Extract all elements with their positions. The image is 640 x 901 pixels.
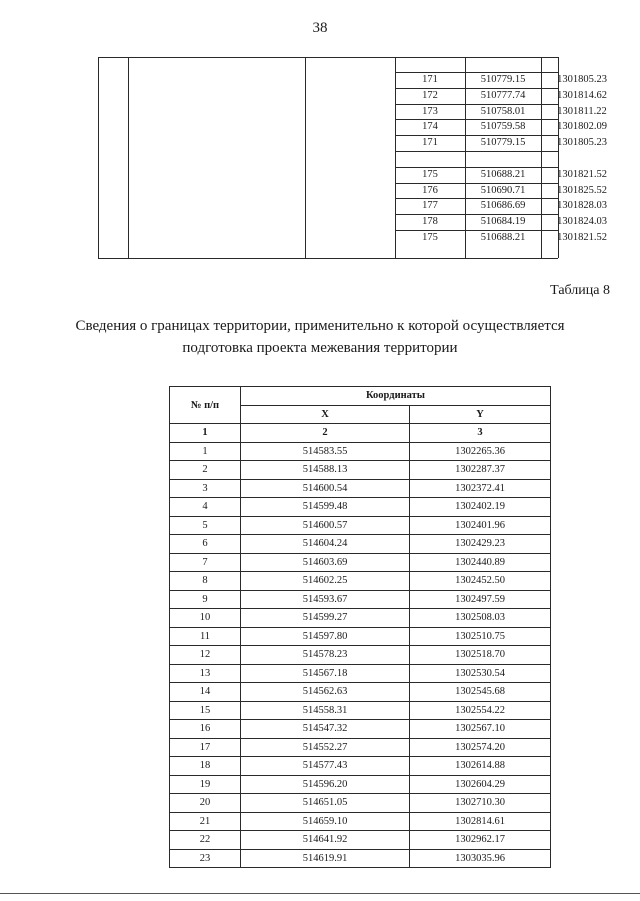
x-cell: 514547.32 [241,720,410,739]
y-cell: 1302554.22 [410,701,551,720]
point-number-cell: 4 [170,498,241,517]
y-cell: 1301825.52 [557,184,607,196]
point-number-cell: 172 [422,89,438,101]
table-row [395,167,607,183]
table-row [170,812,551,831]
point-number-cell: 171 [422,74,438,85]
point-number-cell: 7 [170,553,241,572]
table-row [170,627,551,646]
y-cell: 1302814.61 [410,812,551,831]
point-number-cell: 13 [170,664,241,683]
y-cell: 1301824.03 [557,216,607,228]
y-cell: 1301821.52 [557,232,607,243]
table-row [170,664,551,683]
point-number-cell: 6 [170,535,241,554]
y-cell: 1302452.50 [410,572,551,591]
x-cell: 514577.43 [241,757,410,776]
table-caption: Таблица 8 [550,283,610,298]
point-number-cell: 177 [422,200,438,212]
table-row [170,516,551,535]
table-row [170,553,551,572]
index-cell: 1 [170,424,241,443]
x-cell: 514600.54 [241,479,410,498]
y-cell: 1303035.96 [410,849,551,868]
x-cell: 514604.24 [241,535,410,554]
x-cell: 514593.67 [241,590,410,609]
x-cell: 514552.27 [241,738,410,757]
x-cell: 510686.69 [480,200,526,212]
point-number-cell: 21 [170,812,241,831]
x-cell: 510759.58 [480,121,526,133]
y-cell: 1302614.88 [410,757,551,776]
y-cell: 1301811.22 [557,105,607,117]
table-column-line [128,57,129,258]
point-number-cell: 178 [422,216,438,228]
boundary-coordinates-table [169,386,551,868]
point-number-cell: 15 [170,701,241,720]
y-cell: 1302604.29 [410,775,551,794]
table-header-row [170,387,551,406]
table-row [170,442,551,461]
x-cell: 514659.10 [241,812,410,831]
x-cell: 514567.18 [241,664,410,683]
heading-line-2: подготовка проекта межевания территории [182,340,458,356]
y-cell: 1301805.23 [557,137,607,149]
point-number-cell: 11 [170,627,241,646]
x-cell: 514578.23 [241,646,410,665]
point-number-cell: 5 [170,516,241,535]
table-row [395,198,607,214]
table-row [170,535,551,554]
index-cell: 2 [241,424,410,443]
table-column-line [98,57,99,258]
col-number-header: № п/п [170,387,241,424]
y-cell: 1302530.54 [410,664,551,683]
x-cell: 510690.71 [480,184,526,196]
point-number-cell: 18 [170,757,241,776]
y-cell: 1302574.20 [410,738,551,757]
y-header: Y [410,405,551,424]
page-number: 38 [312,20,328,36]
x-cell: 514599.48 [241,498,410,517]
y-cell: 1302402.19 [410,498,551,517]
y-cell: 1302287.37 [410,461,551,480]
section-heading [0,315,640,359]
point-number-cell: 3 [170,479,241,498]
y-cell: 1302372.41 [410,479,551,498]
point-number-cell: 1 [170,442,241,461]
coordinates-header: Координаты [241,387,551,406]
point-number-cell: 8 [170,572,241,591]
y-cell: 1302265.36 [410,442,551,461]
table-row [395,119,607,135]
y-cell: 1302508.03 [410,609,551,628]
point-number-cell: 9 [170,590,241,609]
point-number-cell: 20 [170,794,241,813]
x-cell: 514562.63 [241,683,410,702]
x-cell: 514597.80 [241,627,410,646]
table-row [170,720,551,739]
point-number-cell: 174 [422,121,438,133]
table-row [170,831,551,850]
table-row [170,757,551,776]
x-cell: 514619.91 [241,849,410,868]
table-row [170,590,551,609]
continuation-table [98,57,607,259]
x-cell: 510779.15 [480,74,526,85]
table-column-line [305,57,306,258]
table-row [395,135,607,151]
y-cell: 1302567.10 [410,720,551,739]
point-number-cell: 175 [422,168,438,180]
y-cell: 1301802.09 [557,121,607,133]
table-row [395,214,607,230]
y-cell: 1302497.59 [410,590,551,609]
x-cell: 514603.69 [241,553,410,572]
x-cell: 514558.31 [241,701,410,720]
table-row [170,794,551,813]
y-cell: 1302429.23 [410,535,551,554]
point-number-cell: 22 [170,831,241,850]
y-cell: 1301805.23 [557,74,607,85]
point-number-cell: 12 [170,646,241,665]
x-header: X [241,405,410,424]
table-body [170,442,551,868]
page-bottom-rule [0,893,640,894]
row-separator [395,151,558,152]
x-cell: 510779.15 [480,137,526,149]
y-cell: 1302710.30 [410,794,551,813]
table-row [395,230,607,246]
point-number-cell: 14 [170,683,241,702]
x-cell: 514599.27 [241,609,410,628]
x-cell: 514596.20 [241,775,410,794]
table-row [170,498,551,517]
index-cell: 3 [410,424,551,443]
x-cell: 514583.55 [241,442,410,461]
table-row [170,701,551,720]
x-cell: 514651.05 [241,794,410,813]
x-cell: 510758.01 [480,105,526,117]
y-cell: 1302401.96 [410,516,551,535]
point-number-cell: 175 [422,232,438,243]
column-index-row [170,424,551,443]
y-cell: 1301821.52 [557,168,607,180]
x-cell: 514641.92 [241,831,410,850]
point-number-cell: 16 [170,720,241,739]
table-row [395,72,607,88]
table-row [395,104,607,120]
x-cell: 514600.57 [241,516,410,535]
x-cell: 514588.13 [241,461,410,480]
point-number-cell: 19 [170,775,241,794]
table-row [170,683,551,702]
table-column-line [558,57,559,258]
table-row [395,183,607,199]
table-row [395,88,607,104]
y-cell: 1301814.62 [557,89,607,101]
point-number-cell: 10 [170,609,241,628]
table-row [170,479,551,498]
x-cell: 510688.21 [480,168,526,180]
table-row [170,461,551,480]
y-cell: 1302518.70 [410,646,551,665]
y-cell: 1302510.75 [410,627,551,646]
table-bottom-border [98,258,558,259]
table-row [170,738,551,757]
x-cell: 510777.74 [480,89,526,101]
x-cell: 510688.21 [480,232,526,243]
y-cell: 1302545.68 [410,683,551,702]
point-number-cell: 171 [422,137,438,149]
point-number-cell: 23 [170,849,241,868]
x-cell: 510684.19 [480,216,526,228]
table-row [170,646,551,665]
point-number-cell: 176 [422,184,438,196]
heading-line-1: Сведения о границах территории, применительно к которой осуществляется [75,318,565,334]
table-row [170,849,551,868]
y-cell: 1302440.89 [410,553,551,572]
y-cell: 1301828.03 [557,200,607,212]
table-row [170,572,551,591]
table-row [170,775,551,794]
table-row [170,609,551,628]
table-top-border [98,57,558,58]
point-number-cell: 173 [422,105,438,117]
y-cell: 1302962.17 [410,831,551,850]
point-number-cell: 17 [170,738,241,757]
x-cell: 514602.25 [241,572,410,591]
point-number-cell: 2 [170,461,241,480]
